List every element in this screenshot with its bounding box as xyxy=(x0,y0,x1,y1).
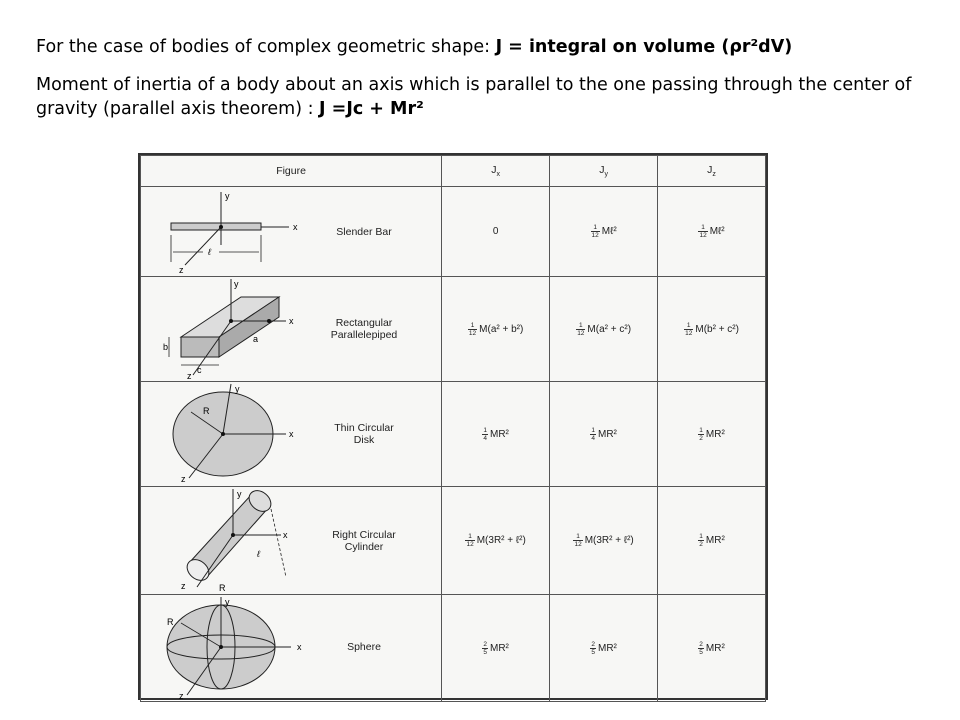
intro-line-1-text: For the case of bodies of complex geometric shape: xyxy=(36,37,496,57)
z-axis-line xyxy=(185,227,221,265)
fraction xyxy=(698,533,704,548)
shape-name-line2: Parallelepiped xyxy=(330,329,398,341)
jy-expr: Mℓ² xyxy=(601,226,617,238)
jz-cylinder xyxy=(658,487,766,595)
jy-slender-bar xyxy=(550,187,658,277)
header-jz-base: J xyxy=(707,163,713,176)
shape-name-line1: Rectangular xyxy=(335,317,393,329)
frac-den: 5 xyxy=(483,648,487,656)
frac-num: 1 xyxy=(483,426,487,434)
fraction xyxy=(468,322,477,337)
table-header-row xyxy=(141,156,766,187)
y-label: y xyxy=(237,489,242,499)
jx-expr: MR² xyxy=(490,428,509,440)
jz-expr: MR² xyxy=(705,428,725,440)
jz-slender-bar xyxy=(658,187,766,277)
jx-parallelepiped xyxy=(442,277,550,382)
jx-cylinder xyxy=(442,487,550,595)
table-row xyxy=(141,187,766,277)
shape-name-line1: Right Circular xyxy=(332,529,396,541)
jz-expr: MR² xyxy=(705,642,725,654)
fraction xyxy=(576,322,585,337)
y-label: y xyxy=(225,191,230,201)
z-label: z xyxy=(181,474,186,484)
moment-of-inertia-table xyxy=(138,153,768,700)
intro-line-2 xyxy=(36,73,916,121)
frac-num: 2 xyxy=(699,640,703,648)
figure-cell-slender-bar xyxy=(141,187,442,277)
jx-expr: M(3R² + ℓ²) xyxy=(476,535,526,547)
r-label: R xyxy=(219,583,226,593)
frac-num: 1 xyxy=(591,224,600,232)
frac-den: 12 xyxy=(468,329,477,337)
intro-line-1-formula: J = integral on volume (ρr²dV) xyxy=(495,37,793,57)
frac-den: 12 xyxy=(699,232,707,239)
frac-num: 1 xyxy=(684,322,693,330)
shape-name-sphere: Sphere xyxy=(347,641,381,653)
header-jz xyxy=(658,156,766,187)
fraction xyxy=(482,427,488,442)
frac-num: 1 xyxy=(468,322,477,330)
c-label: c xyxy=(197,365,202,375)
frac-den: 2 xyxy=(699,434,703,442)
jx-expr: 0 xyxy=(492,226,499,237)
b-label: b xyxy=(163,342,169,352)
frac-num: 2 xyxy=(591,640,595,648)
bar-shape xyxy=(171,223,261,230)
jy-sphere xyxy=(550,595,658,702)
frac-den: 12 xyxy=(574,541,582,548)
intro-line-2-formula: J =Jc + Mr² xyxy=(319,99,424,119)
intro-line-1 xyxy=(36,35,792,59)
jy-parallelepiped xyxy=(550,277,658,382)
figure-cell-cylinder xyxy=(141,487,442,595)
jx-slender-bar xyxy=(442,187,550,277)
figure-cell-parallelepiped xyxy=(141,277,442,382)
x-label: x xyxy=(289,316,294,326)
jy-expr: M(a² + c²) xyxy=(587,323,632,335)
x-label: x xyxy=(283,530,288,540)
inertia-table xyxy=(140,155,766,702)
frac-num: 1 xyxy=(573,533,582,541)
x-label: x xyxy=(297,642,302,652)
r-label: R xyxy=(203,406,210,416)
a-label: a xyxy=(253,334,259,344)
header-jx xyxy=(442,156,550,187)
fraction xyxy=(590,641,596,656)
frac-den: 12 xyxy=(577,329,585,337)
y-label: y xyxy=(234,279,239,289)
jy-disk xyxy=(550,382,658,487)
fraction xyxy=(684,322,693,337)
shape-name-disk xyxy=(309,422,419,446)
fraction xyxy=(591,224,600,239)
jy-expr: M(3R² + ℓ²) xyxy=(584,535,634,547)
table-row xyxy=(141,382,766,487)
z-label: z xyxy=(181,581,186,591)
shape-name-line2: Disk xyxy=(353,434,375,446)
header-jy-base: J xyxy=(599,163,605,176)
shape-name-parallelepiped xyxy=(309,317,419,341)
l-label: ℓ xyxy=(257,549,260,559)
header-figure: Figure xyxy=(141,156,442,187)
jz-parallelepiped xyxy=(658,277,766,382)
x-label: x xyxy=(293,222,298,232)
table-row xyxy=(141,487,766,595)
header-jy xyxy=(550,156,658,187)
frac-num: 1 xyxy=(465,533,474,541)
r-label: R xyxy=(167,617,174,627)
z-label: z xyxy=(187,371,192,381)
fraction xyxy=(590,427,596,442)
frac-den: 4 xyxy=(591,434,595,442)
table-row xyxy=(141,595,766,702)
intro-line-2-text: Moment of inertia of a body about an axis which is parallel to the one passing through the center of gravity (parallel axis theorem) : xyxy=(36,75,912,119)
jx-expr: M(a² + b²) xyxy=(479,323,524,335)
figure-cell-disk xyxy=(141,382,442,487)
frac-den: 12 xyxy=(466,541,474,548)
table-row xyxy=(141,277,766,382)
fraction xyxy=(698,641,704,656)
frac-num: 1 xyxy=(591,426,595,434)
jx-expr: MR² xyxy=(490,642,509,654)
shape-name-line1: Thin Circular xyxy=(334,422,394,434)
jz-expr: M(b² + c²) xyxy=(695,323,739,335)
jy-expr: MR² xyxy=(597,428,617,440)
jz-expr: MR² xyxy=(705,535,725,547)
figure-cell-sphere xyxy=(141,595,442,702)
z-label: z xyxy=(179,265,184,275)
y-label: y xyxy=(225,597,230,607)
jz-disk xyxy=(658,382,766,487)
frac-num: 1 xyxy=(576,322,585,330)
fraction xyxy=(573,533,582,548)
l-label: ℓ xyxy=(208,247,211,257)
y-label: y xyxy=(235,384,240,394)
jx-disk xyxy=(442,382,550,487)
z-label: z xyxy=(179,691,184,701)
frac-den: 12 xyxy=(685,329,693,337)
frac-den: 12 xyxy=(591,232,599,239)
shape-name-slender-bar: Slender Bar xyxy=(336,226,392,238)
fraction xyxy=(482,641,488,656)
frac-den: 5 xyxy=(591,648,595,656)
header-jx-sub: x xyxy=(496,171,500,179)
frac-num: 2 xyxy=(483,640,487,648)
fraction xyxy=(698,224,707,239)
header-jx-base: J xyxy=(491,163,497,176)
jy-expr: MR² xyxy=(597,642,617,654)
fraction xyxy=(698,427,704,442)
shape-name-cylinder xyxy=(309,529,419,553)
frac-num: 1 xyxy=(699,426,703,434)
fraction xyxy=(465,533,474,548)
frac-num: 1 xyxy=(698,224,707,232)
header-jz-sub: z xyxy=(712,171,716,179)
header-jy-sub: y xyxy=(604,171,608,179)
jx-sphere xyxy=(442,595,550,702)
frac-den: 2 xyxy=(699,541,703,548)
frac-den: 5 xyxy=(699,648,703,656)
frac-num: 1 xyxy=(699,533,703,540)
x-label: x xyxy=(289,429,294,439)
jz-expr: Mℓ² xyxy=(709,226,725,238)
jz-sphere xyxy=(658,595,766,702)
jy-cylinder xyxy=(550,487,658,595)
frac-den: 4 xyxy=(483,434,487,442)
shape-name-line2: Cylinder xyxy=(344,541,384,553)
